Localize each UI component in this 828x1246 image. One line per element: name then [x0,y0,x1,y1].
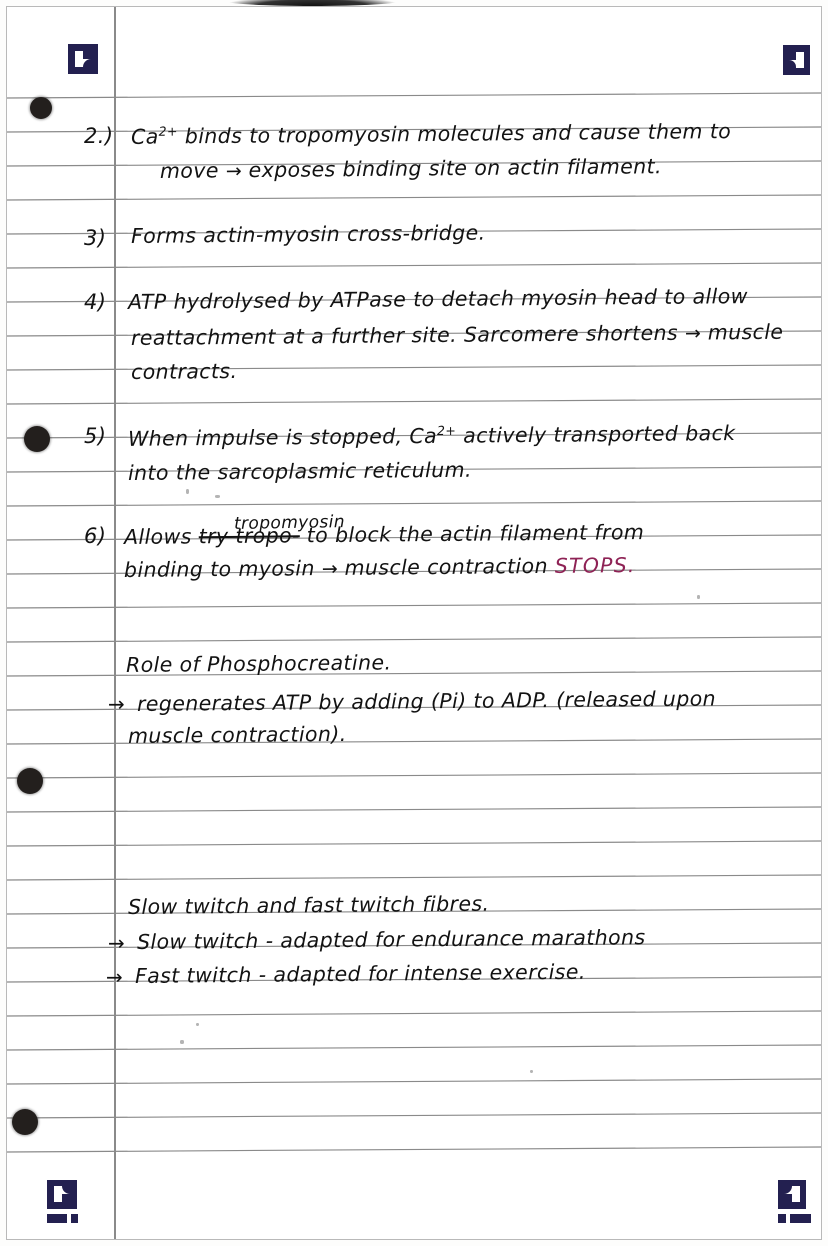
registration-mark-top-left [68,44,98,74]
emphasis-stops-text: STOPS. [554,553,636,578]
item-4-line-1: ATP hydrolysed by ATPase to detach myosin head to allow [127,284,748,314]
bullet-arrow-icon: → [108,931,125,955]
registration-mark-top-right [783,45,810,75]
item-6-inserted-word: tropomyosin [233,512,346,534]
registration-mark-dot [778,1214,786,1223]
item-5-line-1: When impulse is stopped, $Ca^{2+}$ actively transported back [127,420,736,451]
item-number-6: 6) [84,524,107,548]
item-5-line-2: into the sarcoplasmic reticulum. [127,457,472,485]
item-4-line-2: reattachment at a further site. Sarcomere shortens → muscle [130,319,784,350]
arrow-icon: → [684,322,701,345]
paper-speck [215,495,220,498]
punch-hole-2 [24,426,50,452]
item-2-line-1: $Ca^{2+}$ binds to tropomyosin molecules and cause them to [130,119,732,149]
registration-mark-dash [790,1214,811,1223]
margin-rule-line [114,7,116,1239]
struck-through-text: try tropo- [198,523,300,549]
paper-speck [196,1023,199,1026]
item-4-line-3: contracts. [130,358,238,384]
registration-mark-square [68,44,98,74]
registration-mark-dot [71,1214,78,1223]
paper-sheet [6,6,822,1240]
paper-speck [697,595,700,599]
arrow-icon: → [225,160,242,183]
arrow-icon: → [321,557,338,581]
superscript-charge: 2+ [436,422,457,439]
registration-mark-notch-fill [83,51,91,59]
punch-hole-1 [30,97,52,119]
superscript-charge: 2+ [158,123,178,139]
slow-twitch-bullet-line: Slow twitch - adapted for endurance marathons [136,925,646,954]
paper-speck [180,1040,184,1044]
item-6-line-1: Allows try tropo- to block the actin filament from [123,520,645,549]
registration-mark-square [778,1180,806,1209]
registration-mark-bottom-right [778,1180,806,1209]
phosphocreatine-bullet-line-1: regenerates ATP by adding (Pi) to ADP. (released upon [136,686,717,716]
item-number-2: 2.) [84,124,114,148]
registration-mark-square [47,1180,77,1209]
punch-hole-3 [17,768,43,794]
item-6-line-2: binding to myosin → muscle contraction STOPS. [123,553,636,582]
registration-mark-dash [47,1214,67,1223]
section-heading-twitch-fibres: Slow twitch and fast twitch fibres. [127,891,490,919]
registration-mark-bottom-left [47,1180,77,1209]
bullet-arrow-icon: → [108,692,125,716]
fast-twitch-bullet-line: Fast twitch - adapted for intense exercise. [134,959,586,988]
paper-speck [186,489,189,494]
phosphocreatine-bullet-line-2: muscle contraction). [127,721,347,748]
bullet-arrow-icon: → [106,965,123,989]
registration-mark-notch-fill [789,52,796,60]
item-number-4: 4) [84,290,107,314]
paper-speck [530,1070,533,1073]
punch-hole-4 [12,1109,38,1135]
item-number-5: 5) [84,424,107,448]
registration-mark-square [783,45,810,75]
item-3-line-1: Forms actin-myosin cross-bridge. [130,220,486,248]
item-number-3: 3) [84,226,107,250]
item-2-line-2: move → exposes binding site on actin filament. [159,154,663,183]
registration-mark-notch-fill [62,1194,70,1202]
section-heading-phosphocreatine: Role of Phosphocreatine. [125,650,392,677]
registration-mark-notch-fill [784,1194,792,1202]
